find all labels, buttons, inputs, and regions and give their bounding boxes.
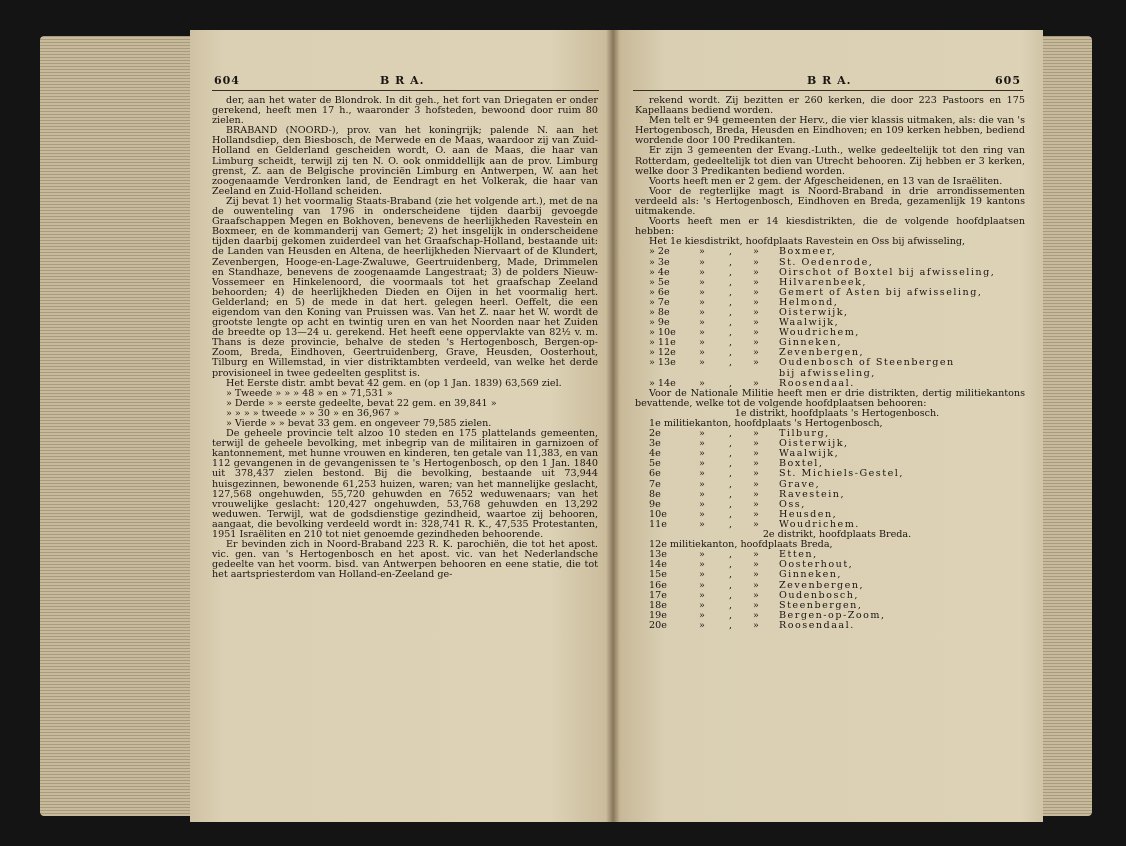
ditto-mark: » — [699, 276, 705, 288]
ditto-comma: , — [729, 276, 733, 288]
ditto-mark: » — [753, 609, 759, 621]
ditto-mark: » — [753, 549, 759, 561]
ditto-comma: , — [729, 377, 733, 389]
item-number: 13e — [649, 549, 667, 561]
ditto-mark: » — [753, 478, 759, 490]
ditto-mark: » — [699, 256, 705, 268]
militiekanton-first: 12e militiekanton, hoofdplaats Breda, — [649, 539, 833, 551]
paragraph: De geheele provincie telt alzoo 10 steden en 175 plattelands gemeenten, terwijl de geheele bevolking, met inbegrip van de militairen in garnizoen of kantonnement, met hunne vrouwen en kinderen, ten getale van 11,383, en van 112 gevangenen in de gevangenissen te 's Hertogenbosch, op den 1 Jan. 1840 uit 378,437 zielen bestond. Bij die bevolking, bestaande uit 73,944 huisgezinnen, bewonende 61,253 huizen, waren; van het mannelijke geslacht, 127,568 ongehuwden, 55,720 gehuwden en 7652 weduwenaars; van het vrouwelijke geslacht: 120,427 ongehuwden, 53,768 gehuwden en 13,292 weduwen. Terwijl, wat de godsdienstige gezindheid, waartoe zij behooren, aangaat, die bevolking verdeeld wordt in: 328,741 R. K., 47,535 Protestanten, 1951 Israëliten en 210 tot niet genoemde gezindheden behoorende. — [212, 428, 598, 541]
item-number: 4e — [649, 448, 661, 460]
item-number: » 14e — [649, 377, 676, 389]
place-name: Zevenbergen, — [779, 347, 865, 359]
ditto-comma: , — [729, 559, 733, 571]
list-item — [635, 247, 1025, 257]
ditto-comma: , — [729, 468, 733, 480]
ditto-mark: » — [753, 619, 759, 631]
item-number: » 5e — [649, 276, 670, 288]
item-number: 20e — [649, 619, 667, 631]
item-number: 2e — [649, 428, 661, 440]
ditto-mark: » — [699, 468, 705, 480]
ditto-mark: » — [753, 266, 759, 278]
item-number: » 8e — [649, 306, 670, 318]
paragraph: Zij bevat 1) het voormalig Staats-Braband (zie het volgende art.), met de na de ouwenteling van 1796 in onderscheidene tijden daarbij gevoegde Graafschappen Megen en Bokhoven, benevens de heerlijkheden Ravestein en Boxmeer, en de kommanderij van Gemert; 2) het insgelijk in onderscheidene tijden daarbij gekomen zuiderdeel van het Graafschap-Holland, bestaande uit: de Landen van Heusden en Altena, de heerlijkheden Niervaart of de Klundert, Zevenbergen, Hooge-en-Lage-Zwaluwe, Geertruidenberg, Made, Drimmelen en Standhaze, benevens de zoogenaamde Langestraat; 3) de polders Nieuw-Vossemeer en Hinkelenoord, die voormaals tot het graafschap Zeeland behoorden; 4) de heerlijkheden Dieden en Oijen in het voormalig hert. Gelderland; en 5) de mede in dat hert. gelegen heerl. Oeffelt, die een eigendom van den Koning van Pruissen was. Van het Z. naar het W. wordt de grootste lengte op acht en twintig uren en van het Noorden naar het Zuiden de breedte op 13—24 u. gerekend. Het heeft eene oppervlakte van 82½ v. m. Thans is deze provincie, behalve de steden 's Hertogenbosch, Bergen-op-Zoom, Breda, Eindhoven, Geertruidenberg, Grave, Heusden, Oosterhout, Tilburg en Willemstad, in vier distriktambten verdeeld, van welke het derde provisioneel in twee gedeelten gesplitst is. — [212, 195, 598, 379]
left-text-column — [212, 96, 598, 581]
item-number: 10e — [649, 508, 667, 520]
page-number-left: 604 — [214, 74, 240, 87]
place-name: Zevenbergen, — [779, 579, 865, 591]
ditto-comma: , — [729, 599, 733, 611]
ditto-comma: , — [729, 478, 733, 490]
ditto-mark: » — [699, 478, 705, 490]
item-number: 16e — [649, 579, 667, 591]
militiekanton-first: 1e militiekanton, hoofdplaats 's Hertogenbosch, — [649, 418, 883, 429]
paragraph: BRABAND (NOORD-), prov. van het koningrijk; palende N. aan het Hollandsdiep, den Biesbosch, de Merwede en de Maas, waardoor zij van Zuid-Holland en Gelderland gescheiden wordt, O. aan de Maas, die haar van Limburg scheidt, terwijl zij ten N. O. ook onmiddellijk aan de prov. Limburg grenst, Z. aan de Belgische provinciën Limburg en Antwerpen, W. aan het zoogenaamde Verdronken land, de Eendragt en het Volkerak, die haar van Zeeland en Zuid-Holland scheiden. — [212, 125, 598, 197]
ditto-mark: » — [699, 589, 705, 601]
place-name: Oisterwijk, — [779, 438, 849, 450]
place-name: Roosendaal. — [779, 377, 855, 389]
place-name: Tilburg, — [779, 428, 830, 440]
header-rule-left — [212, 90, 599, 91]
paragraph: Er bevinden zich in Noord-Braband 223 R. K. parochiën, die tot het apost. vic. gen. van 's Hertogenbosch en het apost. vic. van het Nederlandsche gedeelte van het voorm. bisd. van Antwerpen behooren en eene statie, die tot het aartspriesterdom van Holland-en-Zeeland ge- — [212, 539, 598, 581]
ditto-mark: » — [753, 357, 759, 369]
item-number: 19e — [649, 609, 667, 621]
district-line: Het Eerste distr. ambt bevat 42 gem. en (op 1 Jan. 1839) 63,569 ziel. — [226, 377, 562, 389]
ditto-mark: » — [699, 508, 705, 520]
left-page — [190, 30, 613, 822]
ditto-comma: , — [729, 498, 733, 510]
ditto-mark: » — [753, 428, 759, 440]
ditto-mark: » — [753, 448, 759, 460]
ditto-comma: , — [729, 619, 733, 631]
ditto-mark: » — [699, 458, 705, 470]
ditto-mark: » — [753, 256, 759, 268]
ditto-mark: » — [699, 579, 705, 591]
place-name: Boxmeer, — [779, 246, 837, 258]
place-name: Woudrichem. — [779, 518, 860, 530]
ditto-mark: » — [753, 377, 759, 389]
district-heading: 2e distrikt, hoofdplaats Breda. — [762, 529, 912, 541]
ditto-mark: » — [699, 246, 705, 258]
place-name: Roosendaal. — [779, 619, 855, 631]
place-name: bij afwisseling, — [779, 367, 876, 379]
ditto-mark: » — [699, 549, 705, 561]
ditto-comma: , — [729, 488, 733, 500]
ditto-mark: » — [699, 317, 705, 329]
ditto-mark: » — [753, 296, 759, 308]
ditto-comma: , — [729, 448, 733, 460]
ditto-comma: , — [729, 357, 733, 369]
item-number: 14e — [649, 559, 667, 571]
item-number: » 3e — [649, 256, 670, 268]
ditto-mark: » — [699, 347, 705, 359]
item-number: 18e — [649, 599, 667, 611]
place-name: St. Oedenrode, — [779, 256, 874, 268]
item-number: 7e — [649, 478, 661, 490]
place-name: Oisterwijk, — [779, 306, 849, 318]
running-head-left: B R A. — [380, 74, 425, 87]
ditto-mark: » — [753, 498, 759, 510]
ditto-comma: , — [729, 347, 733, 359]
ditto-mark: » — [699, 266, 705, 278]
paragraph: rekend wordt. Zij bezitten er 260 kerken, die door 223 Pastoors en 175 Kapellaans bediend worden. — [635, 95, 1025, 117]
district-line: » Derde » » eerste gedeelte, bevat 22 gem. en 39,841 » — [226, 397, 497, 409]
item-number: 3e — [649, 438, 661, 450]
list-item — [635, 570, 1025, 580]
right-text-column — [635, 96, 1025, 631]
ditto-mark: » — [753, 347, 759, 359]
page-number-right: 605 — [995, 74, 1021, 87]
ditto-comma — [729, 369, 753, 379]
ditto-comma: , — [729, 549, 733, 561]
ditto-comma: , — [729, 286, 733, 298]
paragraph: Voorts heeft men er 2 gem. der Afgescheidenen, en 13 van de Israëliten. — [649, 175, 1003, 187]
ditto-mark: » — [699, 377, 705, 389]
ditto-mark: » — [699, 357, 705, 369]
item-number: » 7e — [649, 296, 670, 308]
item-number: 8e — [649, 488, 661, 500]
paragraph: der, aan het water de Blondrok. In dit geh., het fort van Driegaten er onder gerekend, heeft men 17 h., waaronder 3 hofsteden, bewoond door ruim 80 zielen. — [212, 95, 598, 127]
paragraph: Voor de regterlijke magt is Noord-Braband in drie arrondissementen verdeeld als: 's Hertogenbosch, Eindhoven en Breda, gezamenlijk 19 kantons uitmakende. — [635, 185, 1025, 218]
list-item — [635, 621, 1025, 631]
ditto-comma: , — [729, 438, 733, 450]
place-name: Oirschot of Boxtel bij afwisseling, — [779, 266, 996, 278]
place-name: Etten, — [779, 549, 818, 561]
ditto-mark: » — [699, 337, 705, 349]
open-book — [40, 30, 1092, 822]
place-name: Boxtel, — [779, 458, 824, 470]
ditto-mark: » — [753, 306, 759, 318]
ditto-mark: » — [753, 569, 759, 581]
list-item — [635, 490, 1025, 500]
list-item — [635, 469, 1025, 479]
ditto-mark: » — [753, 518, 759, 530]
ditto-mark: » — [699, 518, 705, 530]
ditto-mark: » — [699, 438, 705, 450]
place-name: Waalwijk, — [779, 317, 840, 329]
ditto-mark: » — [753, 327, 759, 339]
ditto-mark: » — [753, 276, 759, 288]
ditto-mark: » — [699, 599, 705, 611]
ditto-comma: , — [729, 327, 733, 339]
paragraph: Men telt er 94 gemeenten der Herv., die vier klassis uitmaken, als: die van 's Hertogenbosch, Breda, Heusden en Eindhoven; en 109 kerken hebben, bediend wordende door 100 Predikanten. — [635, 115, 1025, 147]
ditto-mark: » — [699, 498, 705, 510]
ditto-comma: , — [729, 609, 733, 621]
place-name: Grave, — [779, 478, 821, 490]
running-head-right: B R A. — [807, 74, 852, 87]
place-name: Oosterhout, — [779, 559, 854, 571]
item-number: 9e — [649, 498, 661, 510]
ditto-mark: » — [753, 438, 759, 450]
ditto-comma: , — [729, 296, 733, 308]
item-number: » 4e — [649, 266, 670, 278]
place-name: Oss, — [779, 498, 806, 510]
place-name: St. Michiels-Gestel, — [779, 468, 904, 480]
item-number: 6e — [649, 468, 661, 480]
ditto-comma: , — [729, 306, 733, 318]
item-number: 17e — [649, 589, 667, 601]
ditto-mark: » — [699, 448, 705, 460]
place-name: Bergen-op-Zoom, — [779, 609, 886, 621]
ditto-mark: » — [753, 458, 759, 470]
place-name: Ginneken, — [779, 569, 842, 581]
item-number: » 13e — [649, 357, 676, 369]
book-gutter — [606, 30, 620, 822]
page-edges-left — [40, 36, 190, 816]
item-number: » 11e — [649, 337, 676, 349]
right-page — [613, 30, 1043, 822]
ditto-mark: » — [699, 559, 705, 571]
district-line: » » » » tweede » » 30 » en 36,967 » — [226, 407, 400, 419]
district-heading: 1e distrikt, hoofdplaats 's Hertogenbosch. — [734, 407, 940, 419]
ditto-comma: , — [729, 337, 733, 349]
item-number: 5e — [649, 458, 661, 470]
place-name: Waalwijk, — [779, 448, 840, 460]
district-line: » Tweede » » » 48 » en » 71,531 » — [226, 387, 393, 399]
ditto-mark: » — [699, 296, 705, 308]
paragraph: Voorts heeft men er 14 kiesdistrikten, die de volgende hoofdplaatsen hebben: — [635, 216, 1025, 238]
ditto-mark: » — [699, 569, 705, 581]
place-name: Ravestein, — [779, 488, 846, 500]
header-rule-right — [633, 90, 1023, 91]
ditto-comma: , — [729, 508, 733, 520]
place-name: Oudenbosch of Steenbergen — [779, 357, 955, 369]
ditto-comma: , — [729, 458, 733, 470]
ditto-mark: » — [753, 508, 759, 520]
place-name: Steenbergen, — [779, 599, 863, 611]
ditto-mark: » — [699, 286, 705, 298]
page-edges-right — [1043, 36, 1092, 816]
list-item — [635, 449, 1025, 459]
ditto-comma: , — [729, 579, 733, 591]
ditto-comma: , — [729, 256, 733, 268]
item-number: » 10e — [649, 327, 676, 339]
place-name: Heusden, — [779, 508, 838, 520]
place-name: Oudenbosch, — [779, 589, 859, 601]
ditto-mark: » — [753, 589, 759, 601]
item-number: 15e — [649, 569, 667, 581]
item-number: » 9e — [649, 317, 670, 329]
ditto-comma: , — [729, 589, 733, 601]
ditto-comma: , — [729, 569, 733, 581]
ditto-mark: » — [753, 286, 759, 298]
ditto-comma: , — [729, 246, 733, 258]
ditto-mark: » — [753, 337, 759, 349]
item-number: » 12e — [649, 347, 676, 359]
place-name: Woudrichem, — [779, 327, 860, 339]
item-number: 11e — [649, 518, 667, 530]
ditto-mark: » — [753, 317, 759, 329]
ditto-comma: , — [729, 317, 733, 329]
ditto-comma: , — [729, 428, 733, 440]
place-name: Ginneken, — [779, 337, 842, 349]
ditto-mark: » — [699, 619, 705, 631]
ditto-mark: » — [699, 327, 705, 339]
ditto-mark: » — [753, 599, 759, 611]
ditto-comma: , — [729, 518, 733, 530]
item-number: » 6e — [649, 286, 670, 298]
ditto-mark: » — [753, 579, 759, 591]
ditto-mark: » — [699, 428, 705, 440]
place-name: Gemert of Asten bij afwisseling, — [779, 286, 983, 298]
place-name: Helmond, — [779, 296, 839, 308]
district-line: » Vierde » » bevat 33 gem. en ongeveer 79,585 zielen. — [226, 418, 492, 429]
place-name: Hilvarenbeek, — [779, 276, 867, 288]
ditto-mark: » — [753, 468, 759, 480]
paragraph: Er zijn 3 gemeenten der Evang.-Luth., welke gedeeltelijk tot den ring van Rotterdam, gedeeltelijk tot dien van Utrecht behooren. Zij hebben er 3 kerken, welke door 3 Predikanten bediend worden. — [635, 145, 1025, 177]
ditto-comma: , — [729, 266, 733, 278]
ditto-mark: » — [699, 609, 705, 621]
item-number: » 2e — [649, 246, 670, 258]
kiesdistrikt-header: Het 1e kiesdistrikt, hoofdplaats Ravestein en Oss bij afwisseling, — [649, 236, 966, 248]
militie-intro: Voor de Nationale Militie heeft men er drie distrikten, dertig militiekantons bevattende, welke tot de volgende hoofdplaatsen behooren: — [635, 387, 1025, 409]
ditto-mark: » — [753, 559, 759, 571]
ditto-mark: » — [699, 306, 705, 318]
ditto-mark: » — [753, 488, 759, 500]
ditto-mark: » — [699, 488, 705, 500]
ditto-mark: » — [753, 246, 759, 258]
